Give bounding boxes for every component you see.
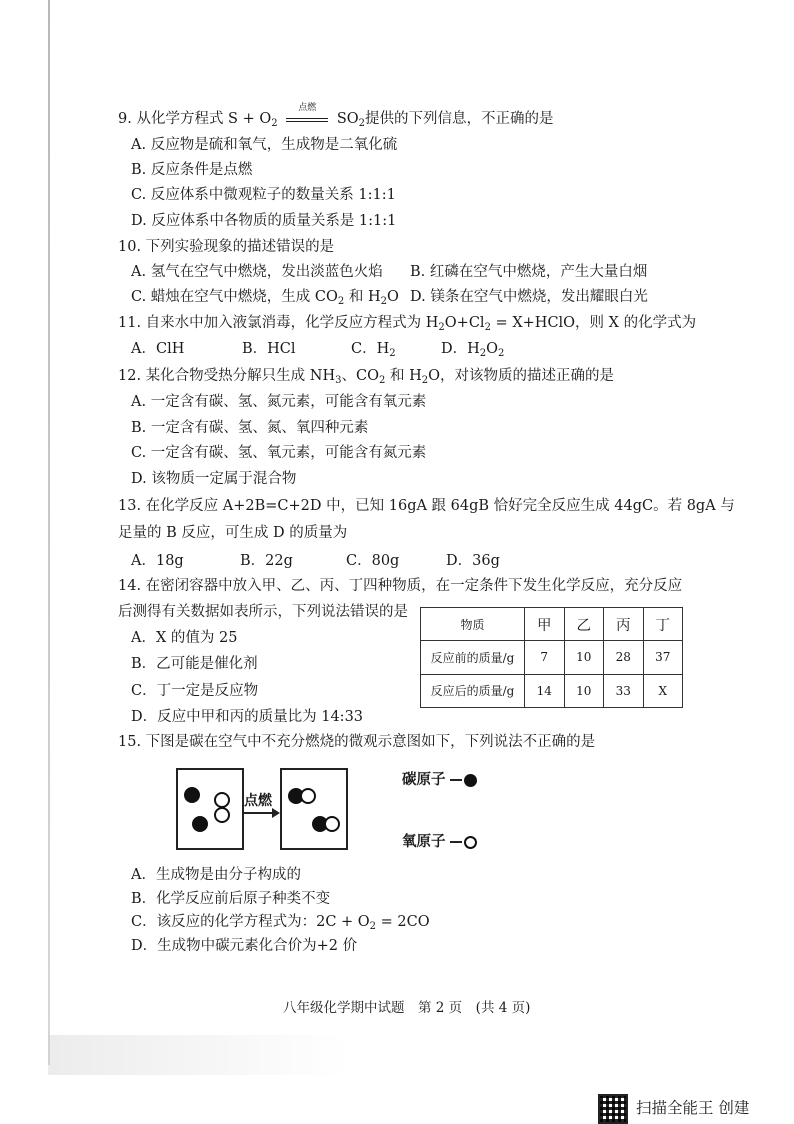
- q14-option-b: B．乙可能是催化剂: [131, 656, 258, 672]
- table-header-row: [421, 608, 683, 641]
- q14-option-a: A．X 的值为 25: [131, 630, 238, 646]
- table-cell: 7: [525, 641, 565, 674]
- carbon-atom-icon: [464, 774, 477, 787]
- table-header-cell: 物质: [421, 608, 525, 641]
- table-cell: X: [643, 674, 683, 707]
- table-row: [421, 641, 683, 674]
- q10-option-b: B. 红磷在空气中燃烧，产生大量白烟: [410, 264, 648, 280]
- table-cell: 14: [525, 674, 565, 707]
- table-cell: 反应前的质量/g: [421, 641, 525, 674]
- table-header-cell: 甲: [525, 608, 565, 641]
- q15-option-a: A．生成物是由分子构成的: [131, 867, 301, 883]
- q10-stem: 10. 下列实验现象的描述错误的是: [118, 239, 335, 255]
- q10-option-a: A. 氢气在空气中燃烧，发出淡蓝色火焰: [131, 264, 383, 280]
- q12-option-b: B. 一定含有碳、氢、氮、氧四种元素: [131, 420, 369, 436]
- products-box: [280, 768, 348, 850]
- q11-option-a: A．ClH: [131, 341, 185, 357]
- q14-stem-line1: 14. 在密闭容器中放入甲、乙、丙、丁四种物质，在一定条件下发生化学反应，充分反应: [118, 578, 683, 594]
- q9-option-d: D. 反应体系中各物质的质量关系是 1:1:1: [131, 213, 397, 229]
- oxygen-atom: [324, 816, 340, 832]
- carbon-atom: [184, 787, 200, 803]
- arrow-condition-label: 点燃: [244, 793, 272, 809]
- table-row: [421, 674, 683, 707]
- table-cell: 10: [564, 674, 604, 707]
- q13-stem-line1: 13. 在化学反应 A+2B=C+2D 中，已知 16gA 跟 64gB 恰好完全反应生成 44gC。若 8gA 与: [118, 498, 735, 514]
- q15-option-c: C．该反应的化学方程式为：$2C + O_2 = 2CO$: [131, 914, 430, 932]
- oxygen-atom: [214, 792, 230, 808]
- q12-option-d: D. 该物质一定属于混合物: [131, 471, 297, 487]
- mass-data-table: [420, 607, 683, 708]
- table-header-cell: 丙: [604, 608, 644, 641]
- table-cell: 37: [643, 641, 683, 674]
- arrow-head-icon: [272, 808, 280, 818]
- q15-option-b: B．化学反应前后原子种类不变: [131, 891, 331, 907]
- legend-oxygen: 氧原子: [402, 830, 477, 851]
- q15-option-d: D．生成物中碳元素化合价为+2 价: [131, 938, 358, 954]
- q14-option-d: D．反应中甲和丙的质量比为 14:33: [131, 709, 364, 725]
- reactants-box: [176, 768, 244, 850]
- q13-option-d: D．36g: [446, 553, 500, 569]
- q9-stem: 9. 从化学方程式 $S + O_2$ 点燃 $SO_2$提供的下列信息，不正确的是: [118, 103, 554, 129]
- q11-stem: 11. 自来水中加入液氯消毒，化学反应方程式为 $H_2O+Cl_2$ = X+HClO，则 X 的化学式为: [118, 315, 697, 333]
- table-cell: 28: [604, 641, 644, 674]
- table-header-cell: 丁: [643, 608, 683, 641]
- q11-option-c: C．$H_2$: [351, 341, 396, 359]
- legend-carbon: 碳原子: [402, 768, 477, 789]
- q13-option-a: A．18g: [131, 553, 184, 569]
- oxygen-atom: [214, 807, 230, 823]
- q12-option-c: C. 一定含有碳、氢、氧元素，可能含有氮元素: [131, 445, 427, 461]
- q11-option-b: B．HCl: [242, 341, 296, 357]
- q12-option-a: A. 一定含有碳、氢、氮元素，可能含有氧元素: [131, 394, 427, 410]
- q15-stem: 15. 下图是碳在空气中不充分燃烧的微观示意图如下，下列说法不正确的是: [118, 734, 596, 750]
- qr-code-icon: [598, 1094, 628, 1124]
- oxygen-atom: [300, 788, 316, 804]
- carbon-atom: [192, 816, 208, 832]
- table-cell: 33: [604, 674, 644, 707]
- q14-option-c: C．丁一定是反应物: [131, 683, 259, 699]
- table-cell: 反应后的质量/g: [421, 674, 525, 707]
- q11-option-d: D．$H_2O_2$: [441, 341, 505, 359]
- scanner-watermark: 扫描全能王 创建: [636, 1099, 750, 1117]
- q9-option-b: B. 反应条件是点燃: [131, 162, 253, 178]
- q13-option-b: B．22g: [240, 553, 293, 569]
- page-footer: 八年级化学期中试题 第 2 页 (共 4 页): [283, 1000, 531, 1016]
- reaction-condition: 点燃: [284, 110, 330, 128]
- oxygen-atom-icon: [464, 836, 477, 849]
- q13-option-c: C．80g: [346, 553, 400, 569]
- q13-stem-line2: 足量的 B 反应，可生成 D 的质量为: [118, 525, 348, 541]
- q10-option-d: D. 镁条在空气中燃烧，发出耀眼白光: [410, 289, 648, 305]
- q14-stem-line2: 后测得有关数据如表所示，下列说法错误的是: [118, 604, 408, 620]
- table-cell: 10: [564, 641, 604, 674]
- q9-option-c: C. 反应体系中微观粒子的数量关系 1:1:1: [131, 187, 396, 203]
- q12-stem: 12. 某化合物受热分解只生成 $NH_3$、$CO_2$ 和 $H_2O$，对该物质的描述正确的是: [118, 368, 614, 386]
- q10-option-c: C. 蜡烛在空气中燃烧，生成 $CO_2$ 和 $H_2O$: [131, 289, 399, 307]
- q9-option-a: A. 反应物是硫和氧气，生成物是二氧化硫: [131, 137, 398, 153]
- table-header-cell: 乙: [564, 608, 604, 641]
